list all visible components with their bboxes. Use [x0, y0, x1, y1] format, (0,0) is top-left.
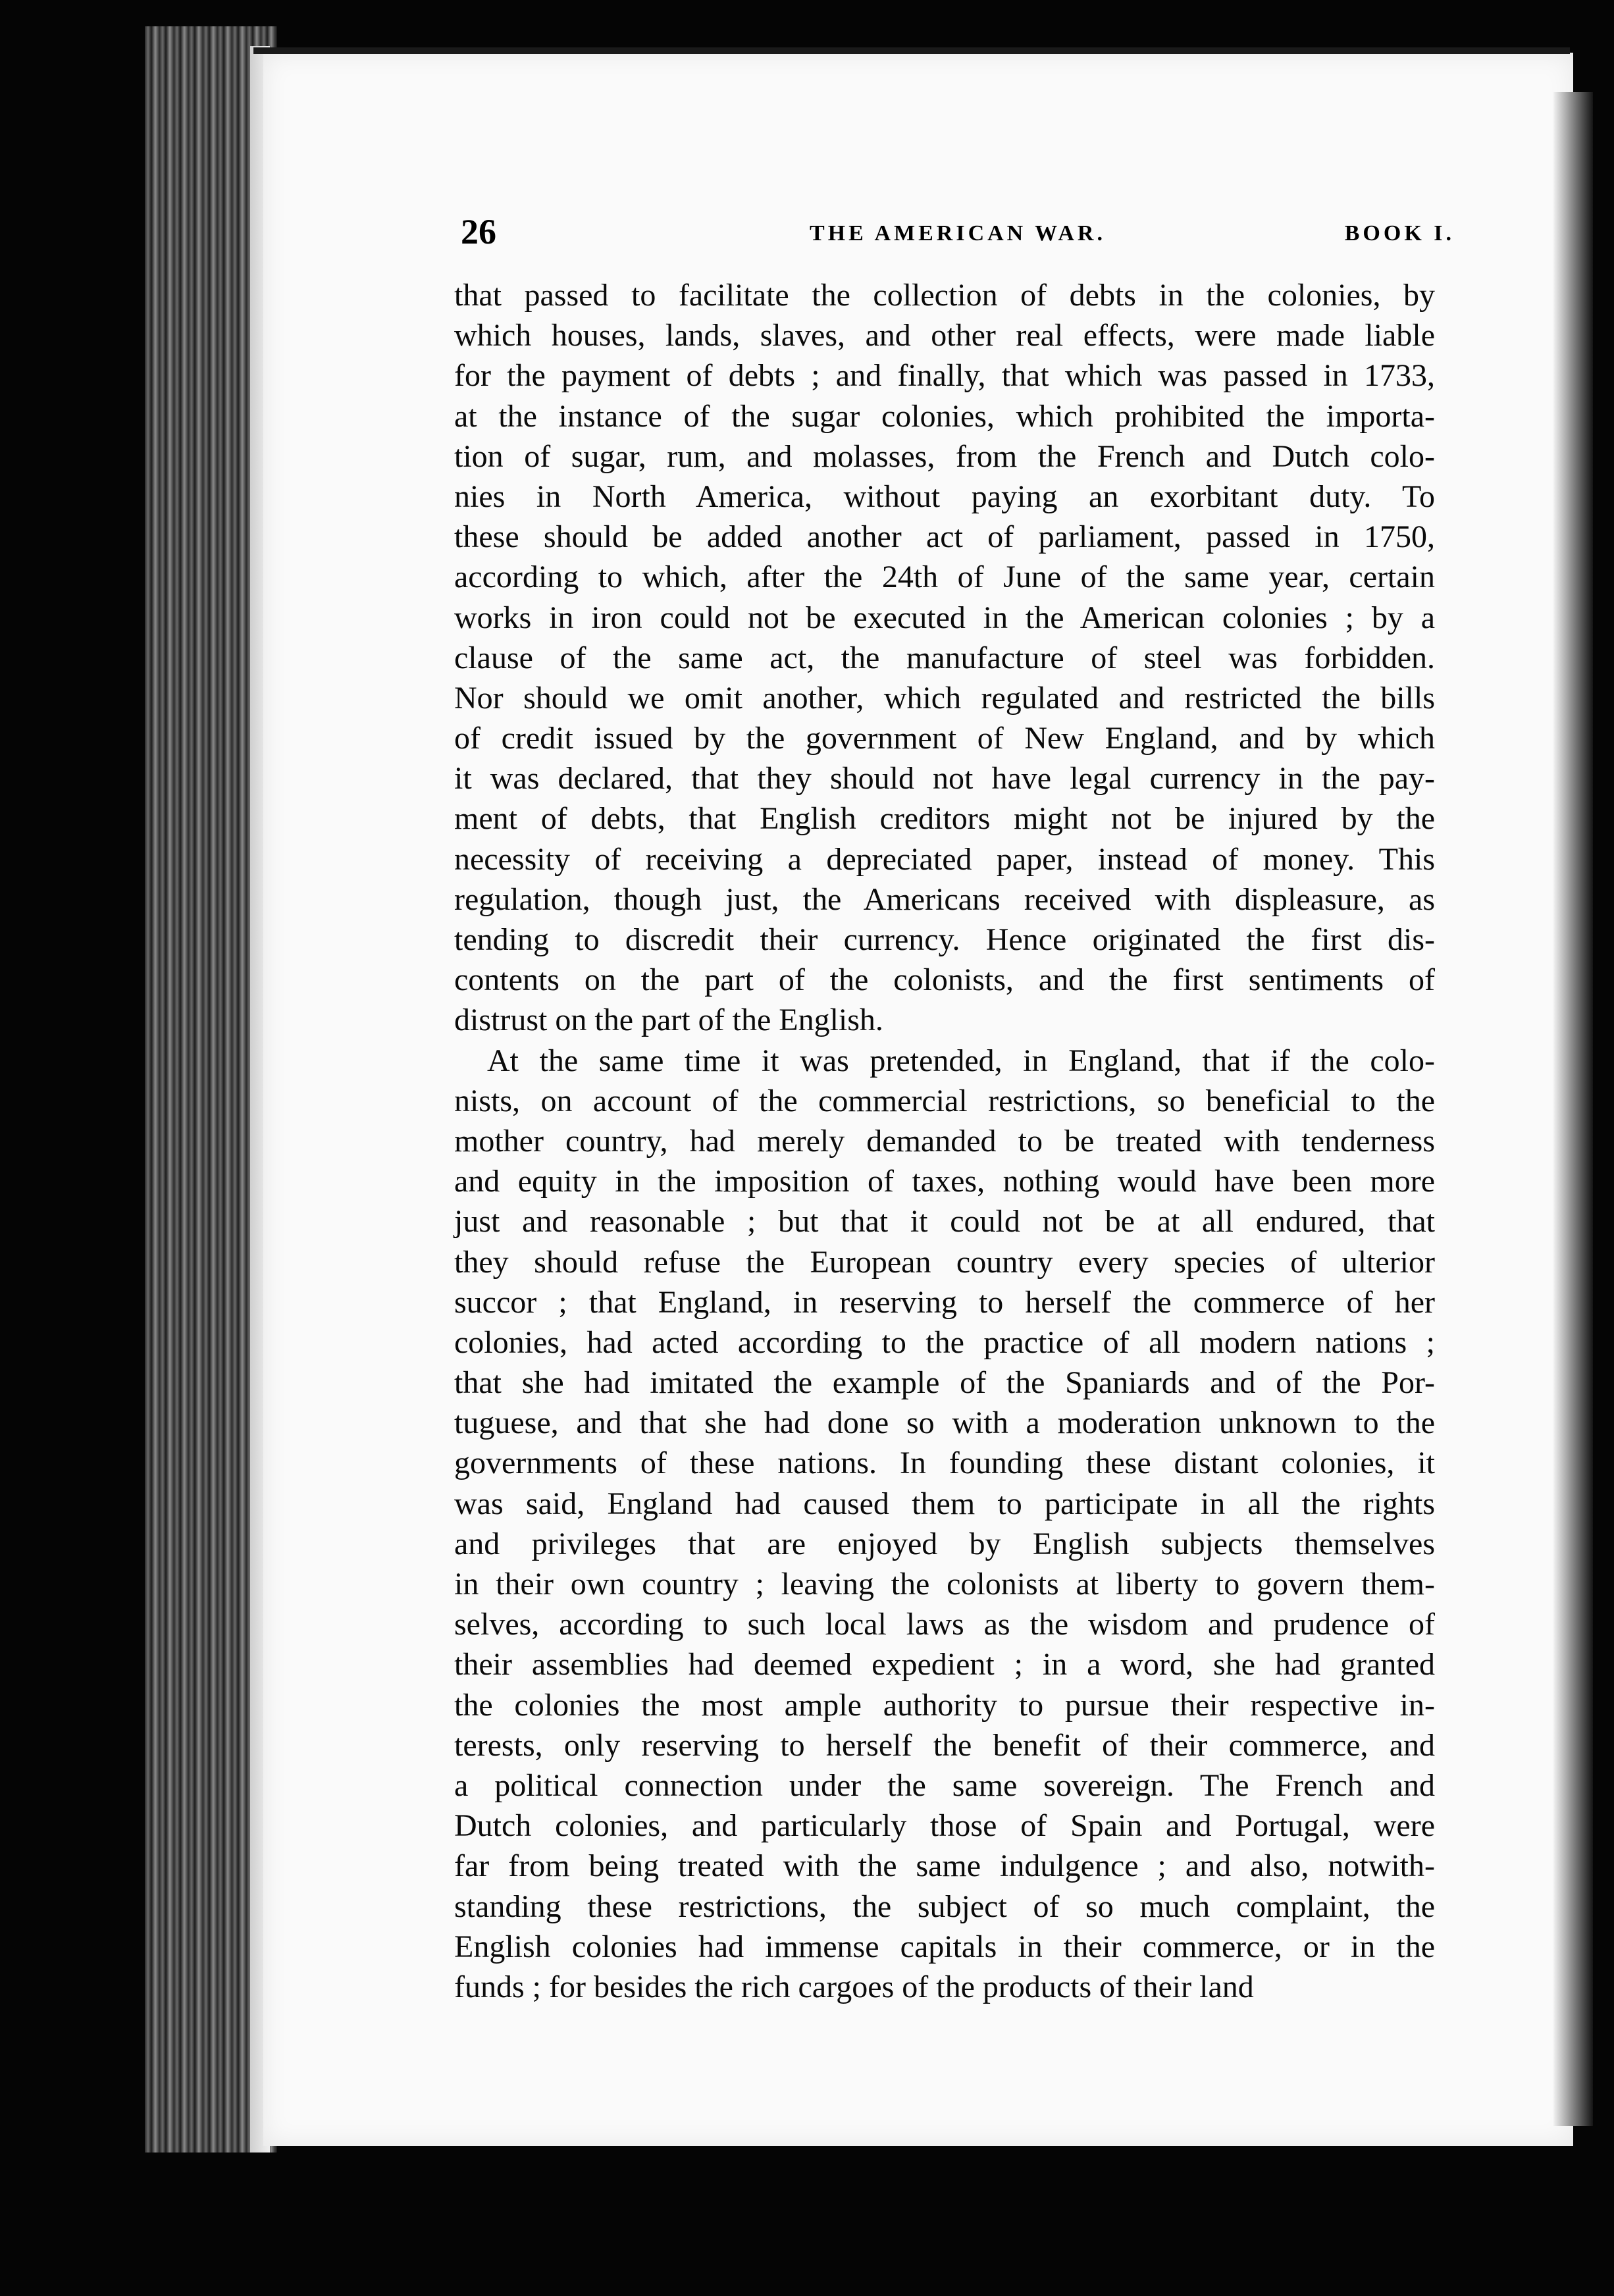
- text-line: ment of debts, that English creditors might not be injured by the: [454, 801, 1435, 837]
- text-line: a political connection under the same sovereign. The French and: [454, 1767, 1435, 1803]
- text-line: nists, on account of the commercial restrictions, so beneficial to the: [454, 1083, 1435, 1118]
- text-line: was said, England had caused them to participate in all the rights: [454, 1486, 1435, 1521]
- text-line: standing these restrictions, the subject of so much complaint, the: [454, 1889, 1435, 1924]
- text-line: nies in North America, without paying an exorbitant duty. To: [454, 479, 1435, 514]
- text-line: they should refuse the European country every species of ulterior: [454, 1244, 1435, 1280]
- paragraph: [454, 275, 1435, 1041]
- text-line: regulation, though just, the Americans received with displeasure, as: [454, 881, 1435, 917]
- text-line: English colonies had immense capitals in their commerce, or in the: [454, 1929, 1435, 1964]
- text-line: the colonies the most ample authority to pursue their respective in-: [454, 1687, 1435, 1723]
- text-line: in their own country ; leaving the colonists at liberty to govern them-: [454, 1567, 1435, 1602]
- text-line: and equity in the imposition of taxes, nothing would have been more: [454, 1164, 1435, 1199]
- text-line: colonies, had acted according to the practice of all modern nations ;: [454, 1324, 1435, 1360]
- text-line: at the instance of the sugar colonies, which prohibited the importa-: [454, 398, 1435, 434]
- text-line: their assemblies had deemed expedient ; in a word, she had granted: [454, 1647, 1435, 1683]
- text-line: these should be added another act of parliament, passed in 1750,: [454, 519, 1435, 555]
- text-line: for the payment of debts ; and finally, that which was passed in 1733,: [454, 358, 1435, 394]
- page-top-edge: [253, 47, 1570, 54]
- text-line: tion of sugar, rum, and molasses, from the French and Dutch colo-: [454, 438, 1435, 474]
- text-line: which houses, lands, slaves, and other real effects, were made liable: [454, 318, 1435, 353]
- text-line: and privileges that are enjoyed by English subjects themselves: [454, 1526, 1435, 1561]
- page-number: 26: [461, 212, 496, 251]
- text-line: terests, only reserving to herself the benefit of their commerce, and: [454, 1727, 1435, 1763]
- running-head: [461, 212, 1455, 251]
- text-line: At the same time it was pretended, in England, that if the colo-: [487, 1043, 1435, 1078]
- text-line: it was declared, that they should not have legal currency in the pay-: [454, 761, 1435, 796]
- text-line: of credit issued by the government of New England, and by which: [454, 721, 1435, 756]
- text-line: clause of the same act, the manufacture of steel was forbidden.: [454, 640, 1435, 675]
- paragraph: [454, 1041, 1435, 2008]
- text-line: tuguese, and that she had done so with a moderation unknown to the: [454, 1405, 1435, 1441]
- page-gutter-shadow: [1553, 92, 1593, 2126]
- text-line: just and reasonable ; but that it could not be at all endured, that: [454, 1204, 1435, 1239]
- running-title: THE AMERICAN WAR.: [810, 221, 1106, 246]
- text-line: that passed to facilitate the collection of debts in the colonies, by: [454, 278, 1435, 313]
- text-line: governments of these nations. In founding these distant colonies, it: [454, 1446, 1435, 1481]
- text-line: contents on the part of the colonists, and the first sentiments of: [454, 962, 1435, 998]
- text-line: according to which, after the 24th of June of the same year, certain: [454, 560, 1435, 595]
- text-line: funds ; for besides the rich cargoes of the products of their land: [454, 1969, 1254, 2004]
- body-text: [454, 275, 1435, 2007]
- text-line: succor ; that England, in reserving to herself the commerce of her: [454, 1284, 1435, 1320]
- text-line: works in iron could not be executed in the American colonies ; by a: [454, 600, 1435, 635]
- text-line: tending to discredit their currency. Hence originated the first dis-: [454, 922, 1435, 957]
- text-line: necessity of receiving a depreciated paper, instead of money. This: [454, 841, 1435, 877]
- text-line: distrust on the part of the English.: [454, 1003, 883, 1038]
- book-label: BOOK I.: [1344, 221, 1455, 246]
- text-line: that she had imitated the example of the Spaniards and of the Por-: [454, 1365, 1435, 1401]
- text-line: Dutch colonies, and particularly those of Spain and Portugal, were: [454, 1808, 1435, 1844]
- text-line: selves, according to such local laws as the wisdom and prudence of: [454, 1607, 1435, 1642]
- text-line: far from being treated with the same indulgence ; and also, notwith-: [454, 1848, 1435, 1884]
- text-line: mother country, had merely demanded to be treated with tenderness: [454, 1123, 1435, 1159]
- text-line: Nor should we omit another, which regulated and restricted the bills: [454, 680, 1435, 716]
